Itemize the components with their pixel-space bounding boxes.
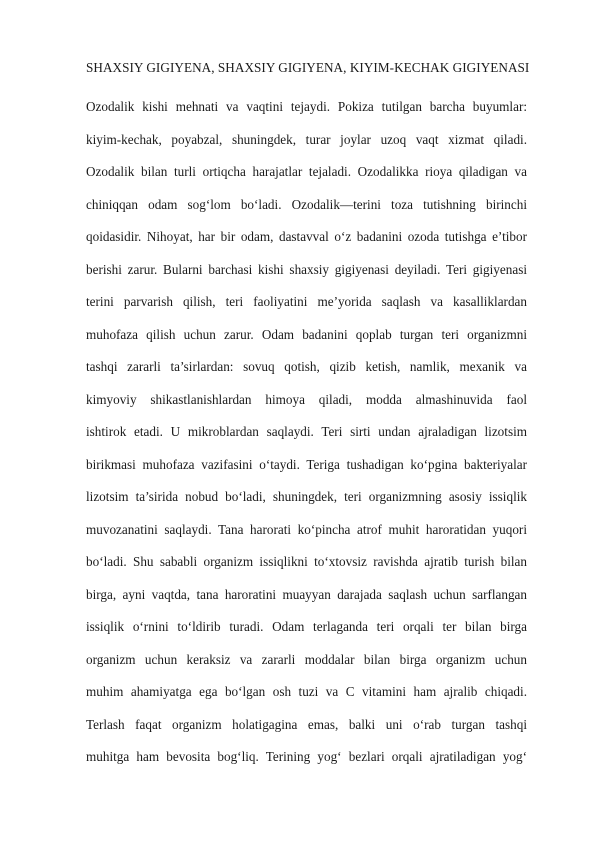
text-line: muhofaza qilish uchun zarur. Odam badanini qoplab turgan teri organizmni (86, 326, 527, 342)
text-line: lizotsim ta’sirida nobud bo‘ladi, shuningdek, teri organizmning asosiy issiqlik (86, 489, 527, 504)
text-line: organizm uchun keraksiz va zararli moddalar bilan birga organizm uchun (86, 651, 527, 667)
body-paragraph (86, 91, 527, 774)
document-title: SHAXSIY GIGIYENA, SHAXSIY GIGIYENA, KIYIM-KECHAK GIGIYENASI (86, 60, 530, 75)
text-line: ishtirok etadi. U mikroblardan saqlaydi. Teri sirti undan ajraladigan lizotsim (86, 424, 527, 439)
text-line: Ozodalik kishi mehnati va vaqtini tejaydi. Pokiza tutilgan barcha buyumlar: (86, 99, 527, 114)
text-line: birga, ayni vaqtda, tana haroratini muayyan darajada saqlash uchun sarflangan (86, 586, 527, 602)
text-line: muhim ahamiyatga ega bo‘lgan osh tuzi va C vitamini ham ajralib chiqadi. (86, 684, 527, 699)
text-line: birikmasi muhofaza vazifasini o‘taydi. Teriga tushadigan ko‘pgina bakteriyalar (86, 456, 527, 472)
text-line: muvozanatini saqlaydi. Tana harorati ko‘pincha atrof muhit haroratidan yuqori (86, 521, 527, 537)
text-line: chiniqqan odam sog‘lom bo‘ladi. Ozodalik—terini toza tutishning birinchi (86, 196, 527, 212)
text-line: qoidasidir. Nihoyat, har bir odam, dastavval o‘z badanini ozoda tutishga e’tibor (86, 229, 527, 244)
text-line: Ozodalik bilan turli ortiqcha harajatlar tejaladi. Ozodalikka rioya qiladigan va (86, 164, 527, 179)
text-line: Terlash faqat organizm holatigagina emas, balki uni o‘rab turgan tashqi (86, 716, 527, 732)
text-line: muhitga ham bevosita bog‘liq. Terining yog‘ bezlari orqali ajratiladigan yog‘ (86, 749, 527, 764)
text-line: tashqi zararli ta’sirlardan: sovuq qotish, qizib ketish, namlik, mexanik va (86, 359, 527, 374)
text-line: kiyim-kechak, poyabzal, shuningdek, turar joylar uzoq vaqt xizmat qiladi. (86, 131, 527, 147)
text-line: kimyoviy shikastlanishlardan himoya qiladi, modda almashinuvida faol (86, 391, 527, 407)
text-line: bo‘ladi. Shu sababli organizm issiqlikni to‘xtovsiz ravishda ajratib turish bilan (86, 554, 527, 569)
text-line: issiqlik o‘rnini to‘ldirib turadi. Odam terlaganda teri orqali ter bilan birga (86, 619, 527, 634)
text-line: berishi zarur. Bularni barchasi kishi shaxsiy gigiyenasi deyiladi. Teri gigiyenasi (86, 261, 527, 277)
text-line: terini parvarish qilish, teri faoliyatini me’yorida saqlash va kasalliklardan (86, 294, 527, 309)
